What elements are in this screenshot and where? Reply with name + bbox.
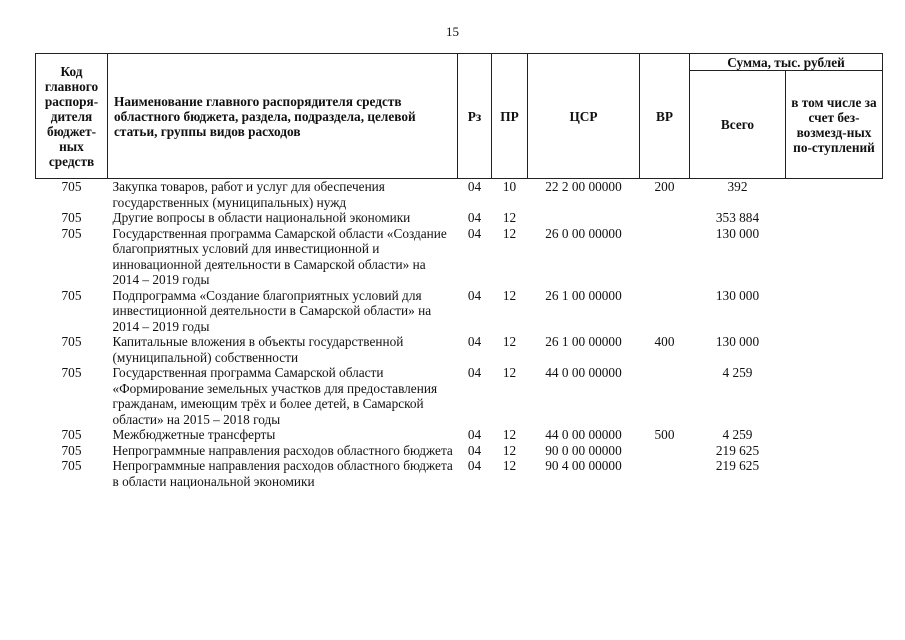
cell-csr: 44 0 00 00000 — [545, 427, 622, 442]
cell-pr: 12 — [502, 225, 517, 241]
cell-rz: 04 — [467, 287, 482, 303]
cell-rz: 04 — [467, 210, 482, 225]
cell-pr: 12 — [502, 365, 517, 380]
budget-table — [35, 53, 883, 489]
cell-incl — [786, 179, 883, 211]
cell-total: 130 000 — [715, 225, 760, 241]
cell-pr: 10 — [502, 179, 517, 194]
cell-code: 705 — [61, 427, 82, 442]
table-row — [36, 226, 883, 288]
cell-pr: 12 — [502, 442, 517, 458]
cell-name: Государственная программа Самарской области «Формирование земельных участков для предоставления гражданам, имеющим трёх и более детей, в Самарской области» на 2015 – 2018 годы — [112, 365, 438, 427]
cell-rz: 04 — [467, 225, 482, 241]
header-total: Всего — [690, 71, 786, 179]
cell-csr: 90 4 00 00000 — [545, 458, 622, 473]
cell-name: Непрограммные направления расходов областного бюджета — [112, 442, 453, 458]
cell-rz: 04 — [467, 458, 482, 473]
cell-pr: 12 — [502, 458, 517, 473]
cell-incl — [786, 443, 883, 459]
page-number: 15 — [446, 24, 459, 39]
cell-csr: 26 1 00 00000 — [545, 287, 622, 303]
table-row — [36, 427, 883, 443]
cell-name: Межбюджетные трансферты — [112, 427, 276, 442]
cell-vr — [640, 226, 690, 288]
cell-total: 130 000 — [715, 334, 760, 349]
cell-total: 219 625 — [715, 458, 760, 473]
cell-code: 705 — [61, 179, 82, 194]
cell-code: 705 — [61, 365, 82, 380]
header-csr: ЦСР — [528, 54, 640, 179]
cell-code: 705 — [61, 334, 82, 349]
header-code: Код главного распоря-дителя бюджет-ных средств — [36, 54, 108, 179]
cell-incl — [786, 365, 883, 427]
cell-rz: 04 — [467, 442, 482, 458]
cell-rz: 04 — [467, 427, 482, 442]
cell-vr — [640, 365, 690, 427]
cell-rz: 04 — [467, 179, 482, 194]
cell-code: 705 — [61, 210, 82, 225]
cell-pr: 12 — [502, 427, 517, 442]
table-row — [36, 210, 883, 226]
cell-incl — [786, 288, 883, 335]
cell-name: Подпрограмма «Создание благоприятных условий для инвестиционной деятельности в Самарской области» на 2014 – 2019 годы — [112, 287, 432, 334]
cell-csr: 44 0 00 00000 — [545, 365, 622, 380]
cell-incl — [786, 226, 883, 288]
cell-pr: 12 — [502, 334, 517, 349]
cell-name: Государственная программа Самарской области «Создание благоприятных условий для инвестиционной и инновационной деятельности в Самарской области» на 2014 – 2019 годы — [112, 225, 447, 287]
cell-name: Капитальные вложения в объекты государственной (муниципальной) собственности — [112, 334, 404, 365]
cell-csr — [528, 210, 640, 226]
cell-vr — [640, 288, 690, 335]
cell-pr: 12 — [502, 210, 517, 225]
cell-incl — [786, 334, 883, 365]
cell-code: 705 — [61, 287, 82, 303]
cell-total: 219 625 — [715, 442, 760, 458]
header-name: Наименование главного распорядителя средств областного бюджета, раздела, подраздела, целевой статьи, группы видов расходов — [108, 54, 458, 179]
table-body — [36, 179, 883, 490]
header-rz: Рз — [458, 54, 492, 179]
cell-rz: 04 — [467, 334, 482, 349]
cell-incl — [786, 458, 883, 489]
cell-name: Непрограммные направления расходов областного бюджета в области национальной экономики — [112, 458, 453, 489]
cell-incl — [786, 427, 883, 443]
table-row — [36, 288, 883, 335]
table-row — [36, 458, 883, 489]
cell-vr — [640, 210, 690, 226]
cell-total: 4 259 — [722, 365, 753, 380]
header-pr: ПР — [492, 54, 528, 179]
cell-pr: 12 — [502, 287, 517, 303]
cell-total: 4 259 — [722, 427, 753, 442]
cell-code: 705 — [61, 442, 82, 458]
table-row — [36, 443, 883, 459]
cell-total: 130 000 — [715, 287, 760, 303]
cell-csr: 26 1 00 00000 — [545, 334, 622, 349]
cell-csr: 22 2 00 00000 — [545, 179, 622, 194]
cell-vr: 500 — [654, 427, 675, 442]
cell-vr: 200 — [654, 179, 675, 194]
cell-total: 353 884 — [715, 210, 760, 225]
table-row — [36, 365, 883, 427]
cell-code: 705 — [61, 458, 82, 473]
header-incl: в том числе за счет без-возмезд-ных по-ступлений — [786, 71, 883, 179]
cell-name: Закупка товаров, работ и услуг для обеспечения государственных (муниципальных) нужд — [112, 179, 385, 210]
cell-code: 705 — [61, 225, 82, 241]
cell-csr: 26 0 00 00000 — [545, 225, 622, 241]
cell-rz: 04 — [467, 365, 482, 380]
cell-incl — [786, 210, 883, 226]
header-sum: Сумма, тыс. рублей — [690, 54, 883, 71]
cell-vr — [640, 443, 690, 459]
table-row — [36, 179, 883, 211]
cell-total: 392 — [727, 179, 748, 194]
cell-vr — [640, 458, 690, 489]
cell-csr: 90 0 00 00000 — [545, 442, 622, 458]
cell-vr: 400 — [654, 334, 675, 349]
cell-name: Другие вопросы в области национальной экономики — [112, 210, 411, 225]
header-vr: ВР — [640, 54, 690, 179]
table-row — [36, 334, 883, 365]
